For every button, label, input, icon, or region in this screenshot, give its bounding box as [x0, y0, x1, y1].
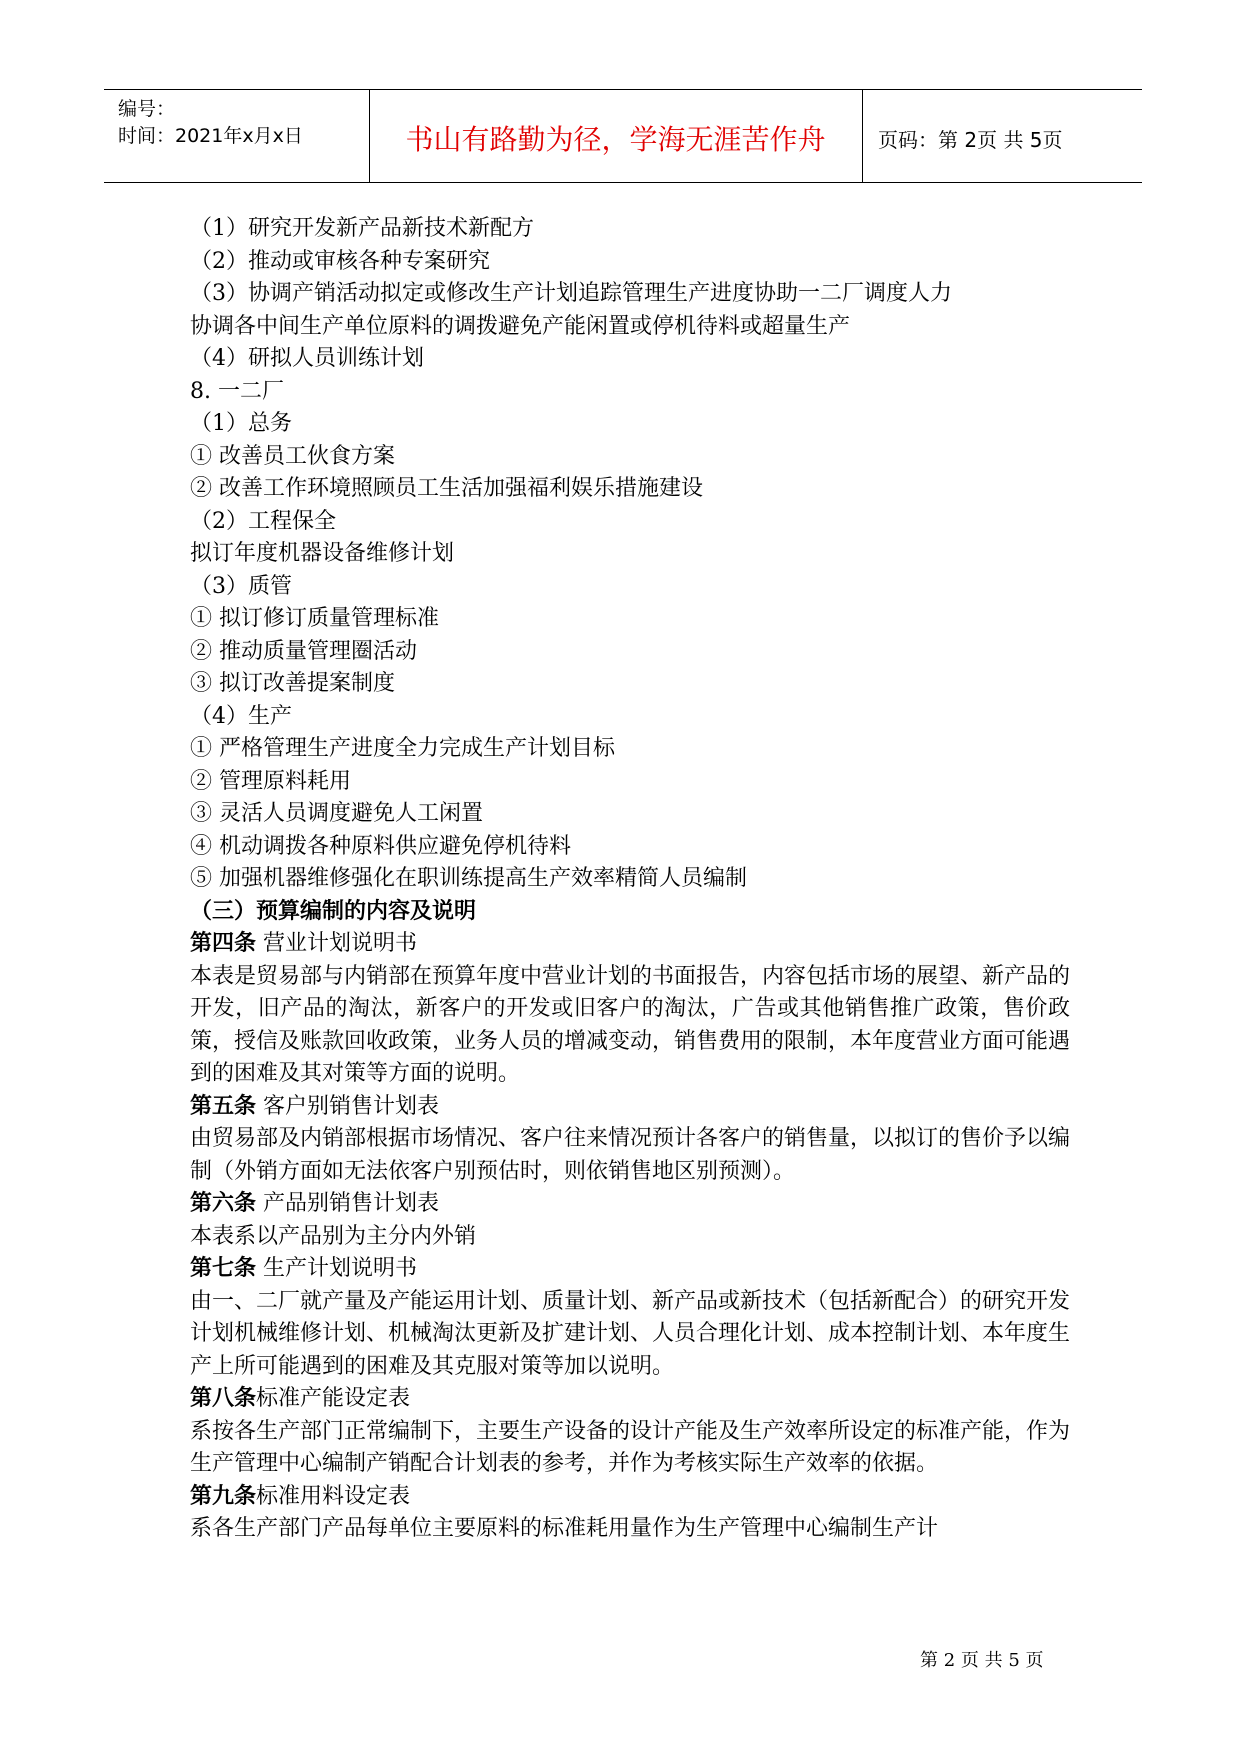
- body-line: （1）总务: [190, 411, 292, 436]
- article-text: 由贸易部及内销部根据市场情况、客户往来情况预计各客户的销售量，以拟订的售价予以编制（外销方面如无法依客户别预估时，则依销售地区别预测）。: [190, 1126, 1071, 1184]
- article-text: 系各生产部门产品每单位主要原料的标准耗用量作为生产管理中心编制生产计: [190, 1516, 939, 1541]
- article-title: 第八条: [190, 1386, 257, 1411]
- article-text: 由一、二厂就产量及产能运用计划、质量计划、新产品或新技术（包括新配合）的研究开发计划机械维修计划、机械淘汰更新及扩建计划、人员合理化计划、成本控制计划、本年度生产上所可能遇到的困难及其克服对策等加以说明。: [190, 1288, 1071, 1379]
- body-line: 8. 一二厂: [190, 378, 284, 404]
- body-line: ② 改善工作环境照顾员工生活加强福利娱乐措施建设: [190, 476, 703, 501]
- header-bottom-rule: [104, 182, 1142, 183]
- article-heading: [190, 1383, 1070, 1416]
- article-title: 第九条: [190, 1483, 257, 1509]
- body-line: ④ 机动调拨各种原料供应避免停机待料: [190, 833, 571, 859]
- body-line: ① 严格管理生产进度全力完成生产计划目标: [190, 736, 615, 761]
- article-heading: [190, 928, 1070, 961]
- article-subtitle: 标准用料设定表: [256, 1483, 411, 1509]
- document-time: 时间：2021年x月x日: [118, 125, 303, 147]
- article-title: 第六条: [190, 1191, 257, 1216]
- body-line: ⑤ 加强机器维修强化在职训练提高生产效率精简人员编制: [190, 866, 747, 891]
- body-line: （2）推动或审核各种专案研究: [190, 248, 490, 274]
- body-line: （4）生产: [190, 703, 292, 729]
- header-motto: 书山有路勤为径，学海无涯苦作舟: [405, 123, 826, 156]
- header-top-rule: [104, 89, 1142, 90]
- article-title: 第七条: [190, 1256, 257, 1281]
- body-line: （4）研拟人员训练计划: [190, 346, 424, 371]
- article-heading: [190, 1091, 1070, 1124]
- body-line: （3）质管: [190, 573, 292, 599]
- body-line: ③ 灵活人员调度避免人工闲置: [190, 801, 483, 826]
- header-page-code: 页码：第 2页 共 5页: [878, 128, 1063, 152]
- article-title: 第五条: [190, 1093, 257, 1119]
- article-subtitle: 生产计划说明书: [256, 1256, 418, 1281]
- article-text: 本表系以产品别为主分内外销: [190, 1223, 477, 1249]
- article-subtitle: 营业计划说明书: [256, 931, 418, 956]
- body-line: ① 改善员工伙食方案: [190, 443, 395, 469]
- body-line: 拟订年度机器设备维修计划: [190, 541, 455, 566]
- document-body: [190, 213, 1070, 1546]
- body-line: ① 拟订修订质量管理标准: [190, 606, 439, 631]
- article-heading: [190, 1253, 1070, 1286]
- header-divider-right: [862, 89, 863, 183]
- article-heading: [190, 1481, 1070, 1514]
- article-title: 第四条: [190, 931, 257, 956]
- body-line: （2）工程保全: [190, 508, 336, 534]
- article-heading: [190, 1188, 1070, 1221]
- header-meta: [118, 96, 303, 150]
- page-footer: 第 2 页 共 5 页: [920, 1650, 1044, 1671]
- article-text: 系按各生产部门正常编制下，主要生产设备的设计产能及生产效率所设定的标准产能，作为生产管理中心编制产销配合计划表的参考，并作为考核实际生产效率的依据。: [190, 1418, 1071, 1476]
- article-subtitle: 客户别销售计划表: [256, 1093, 440, 1119]
- document-number-label: 编号：: [118, 98, 176, 120]
- article-text: 本表是贸易部与内销部在预算年度中营业计划的书面报告，内容包括市场的展望、新产品的开发，旧产品的淘汰，新客户的开发或旧客户的淘汰，广告或其他销售推广政策，售价政策，授信及账款回收政策，业务人员的增减变动，销售费用的限制，本年度营业方面可能遇到的困难及其对策等方面的说明。: [190, 963, 1071, 1086]
- article-subtitle: 标准产能设定表: [256, 1386, 411, 1411]
- body-line: （1）研究开发新产品新技术新配方: [190, 216, 534, 241]
- body-line: 协调各中间生产单位原料的调拨避免产能闲置或停机待料或超量生产: [190, 313, 851, 339]
- body-line: ② 推动质量管理圈活动: [190, 638, 417, 664]
- section-heading: （三）预算编制的内容及说明: [190, 898, 477, 924]
- body-line: ③ 拟订改善提案制度: [190, 671, 395, 696]
- body-line: ② 管理原料耗用: [190, 768, 351, 794]
- body-line: （3）协调产销活动拟定或修改生产计划追踪管理生产进度协助一二厂调度人力: [190, 281, 952, 306]
- article-subtitle: 产品别销售计划表: [256, 1191, 440, 1216]
